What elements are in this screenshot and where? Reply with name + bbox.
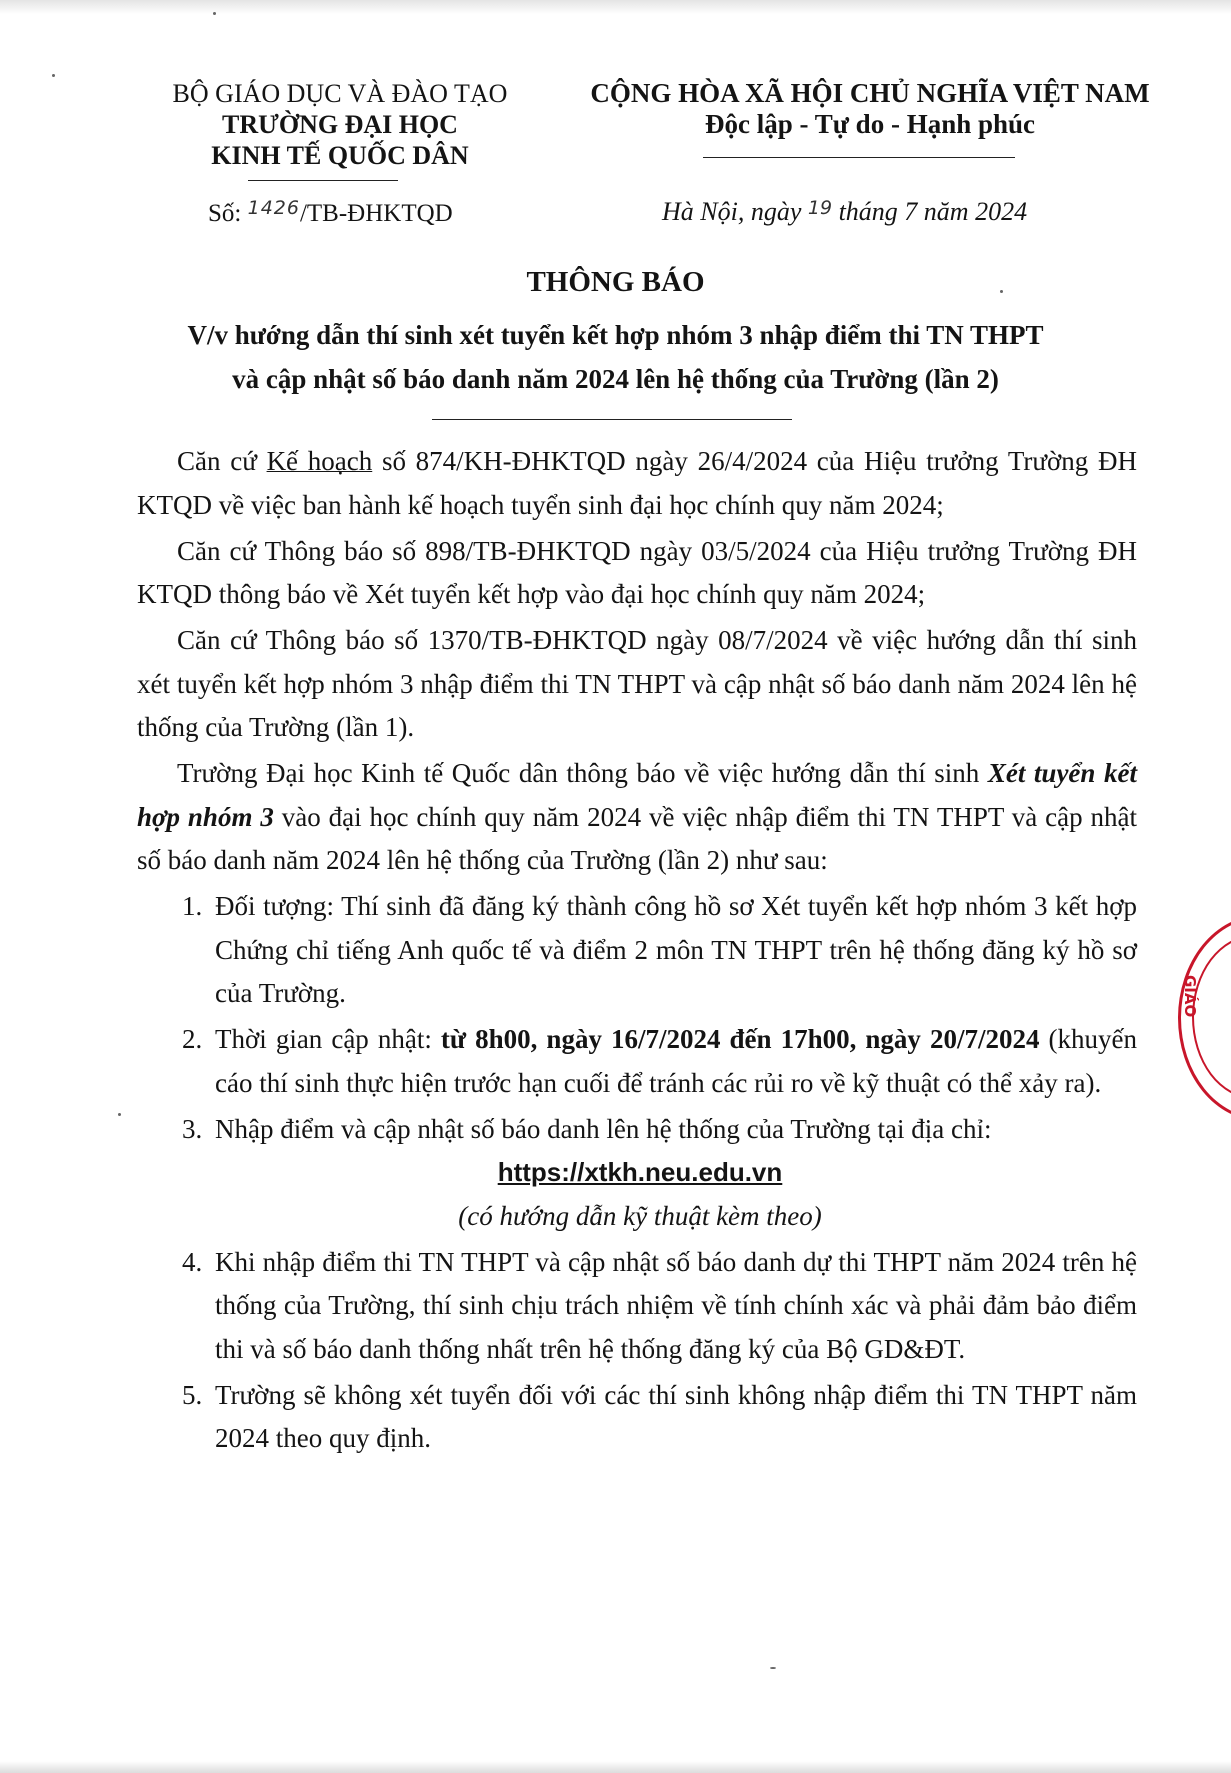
country-name: CỘNG HÒA XÃ HỘI CHỦ NGHĨA VIỆT NAM	[590, 78, 1150, 108]
issuer-underline	[248, 180, 398, 181]
list-item	[209, 1374, 1137, 1461]
university-name-line1: TRƯỜNG ĐẠI HỌC	[222, 110, 458, 139]
document-number	[208, 197, 453, 228]
place-date	[662, 197, 1027, 227]
document-title: THÔNG BÁO	[526, 266, 705, 298]
ministry-name: BỘ GIÁO DỤC VÀ ĐÀO TẠO	[172, 79, 508, 108]
basis-paragraph-2: Căn cứ Thông báo số 898/TB-ĐHKTQD ngày 03/5/2024 của Hiệu trưởng Trường ĐH KTQD thông báo về Xét tuyển kết hợp vào đại học chính quy năm 2024;	[137, 535, 1137, 609]
place-date-prefix: Hà Nội, ngày	[662, 197, 802, 226]
text-run: Căn cứ	[177, 446, 267, 476]
list-item-text: Trường sẽ không xét tuyển đối với các thí sinh không nhập điểm thi TN THPT năm 2024 theo quy định.	[215, 1379, 1137, 1453]
instruction-list	[137, 885, 1137, 1461]
guide-note: (có hướng dẫn kỹ thuật kèm theo)	[458, 1200, 822, 1231]
scan-speck	[118, 1113, 121, 1116]
scan-edge-top	[0, 0, 1231, 14]
motto-underline	[703, 157, 1015, 158]
document-subject	[150, 313, 1081, 401]
basis-paragraph-1	[137, 440, 1137, 527]
national-motto: Độc lập - Tự do - Hạnh phúc	[704, 109, 1036, 139]
doc-number-suffix: /TB-ĐHKTQD	[299, 200, 453, 227]
list-item-text: Thời gian cập nhật:	[215, 1024, 441, 1054]
scan-edge-bottom	[0, 1761, 1231, 1773]
basis-paragraph-3: Căn cứ Thông báo số 1370/TB-ĐHKTQD ngày 08/7/2024 về việc hướng dẫn thí sinh xét tuyển kết hợp nhóm 3 nhập điểm thi TN THPT và cập nhật số báo danh năm 2024 lên hệ thống của Trường (lần 1).	[137, 625, 1137, 742]
registration-link[interactable]: https://xtkh.neu.edu.vn	[497, 1157, 783, 1187]
subject-line1: V/v hướng dẫn thí sinh xét tuyển kết hợp nhóm 3 nhập điểm thi TN THPT	[187, 320, 1044, 350]
text-run: Trường Đại học Kinh tế Quốc dân thông báo về việc hướng dẫn thí sinh	[177, 758, 988, 788]
place-date-suffix: tháng 7 năm 2024	[838, 197, 1028, 226]
text-run: vào đại học chính quy năm 2024 về việc nhập điểm thi TN THPT và cập nhật số báo danh năm 2024 lên hệ thống của Trường (lần 2) như sau:	[137, 801, 1137, 875]
list-item-text: Nhập điểm và cập nhật số báo danh lên hệ thống của Trường tại địa chỉ:	[215, 1113, 992, 1144]
scan-speck	[770, 1667, 776, 1669]
doc-number-prefix: Số:	[208, 200, 242, 227]
list-item	[209, 885, 1137, 1016]
scan-speck	[52, 74, 55, 77]
seal-text: GIÁO	[1181, 975, 1199, 1018]
text-run-emphasis: Xét tuyển kết hợp nhóm 3	[137, 758, 1137, 832]
scan-speck	[213, 12, 216, 15]
list-item	[209, 1241, 1137, 1372]
doc-number-handwritten: 1426	[247, 197, 300, 219]
list-item-text: Đối tượng: Thí sinh đã đăng ký thành công hồ sơ Xét tuyển kết hợp nhóm 3 kết hợp Chứng chỉ tiếng Anh quốc tế và điểm 2 môn TN THPT trên hệ thống đăng ký hồ sơ của Trường.	[215, 891, 1137, 1008]
day-handwritten: 19	[807, 197, 833, 219]
list-item-text: (khuyến cáo thí sinh thực hiện trước hạn cuối để tránh các rủi ro về kỹ thuật có thể xảy ra).	[215, 1024, 1138, 1098]
list-item-text: Khi nhập điểm thi TN THPT và cập nhật số báo danh dự thi THPT năm 2024 trên hệ thống của Trường, thí sinh chịu trách nhiệm về tính chính xác và phải đảm bảo điểm thi và số báo danh thống nhất trên hệ thống đăng ký của Bộ GD&ĐT.	[215, 1246, 1137, 1364]
list-item	[209, 1018, 1137, 1105]
national-title-block	[570, 78, 1170, 140]
announcement-paragraph	[137, 752, 1137, 883]
document-body	[137, 440, 1137, 1463]
issuer-block	[140, 78, 540, 171]
list-item	[209, 1108, 1137, 1239]
text-run-underlined: Kế hoạch	[266, 446, 373, 476]
subject-line2: và cập nhật số báo danh năm 2024 lên hệ thống của Trường (lần 2)	[232, 364, 999, 394]
title-underline	[432, 419, 792, 420]
text-run: số 874/KH-ĐHKTQD ngày 26/4/2024 của Hiệu trưởng Trường ĐH KTQD về việc ban hành kế hoạch tuyển sinh đại học chính quy năm 2024;	[137, 446, 1137, 520]
update-period: từ 8h00, ngày 16/7/2024 đến 17h00, ngày 20/7/2024	[440, 1024, 1040, 1054]
university-name-line2: KINH TẾ QUỐC DÂN	[211, 141, 469, 170]
